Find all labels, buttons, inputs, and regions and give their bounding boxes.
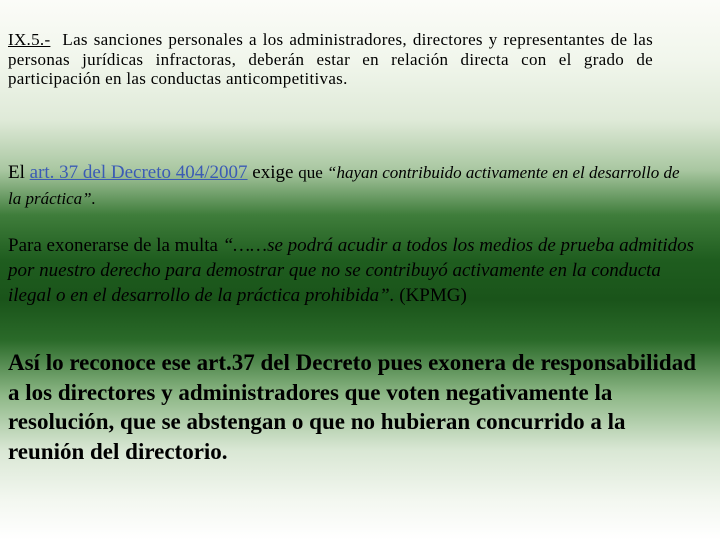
art37-prefix: El [8,162,30,183]
exoneracion-source: (KPMG) [394,285,467,306]
art37-exige: exige [247,162,299,183]
art37-quote: “hayan contribuido activamente en el desarrollo de la práctica”. [8,163,680,208]
paragraph-exoneracion [8,233,703,308]
decreto-link[interactable]: art. 37 del Decreto 404/2007 [29,162,248,183]
paragraph-sanciones-text: Las sanciones personales a los administradores, directores y representantes de las personas jurídicas infractoras, deberán estar en relación directa con el grado de participación en las conductas anticompetitivas. [8,30,653,88]
paragraph-art37 [8,160,688,212]
reconoce-text: Así lo reconoce ese art.37 del Decreto pues exonera de responsabilidad a los directores y administradores que voten negativamente la resolución, que se abstengan o que no hubieran concurrido a la reunión del directorio. [8,350,697,464]
paragraph-sanciones [8,30,653,89]
exoneracion-prefix: Para exonerarse de la multa [8,235,223,256]
art37-que: que [298,163,327,182]
exoneracion-quote: “……se podrá acudir a todos los medios de prueba admitidos por nuestro derecho para demostrar que no se contribuyó activamente en la conducta ilegal o en el desarrollo de la práctica prohibida”. [8,235,695,306]
paragraph-reconoce [8,348,698,466]
section-number-label: IX.5.- [8,30,51,49]
